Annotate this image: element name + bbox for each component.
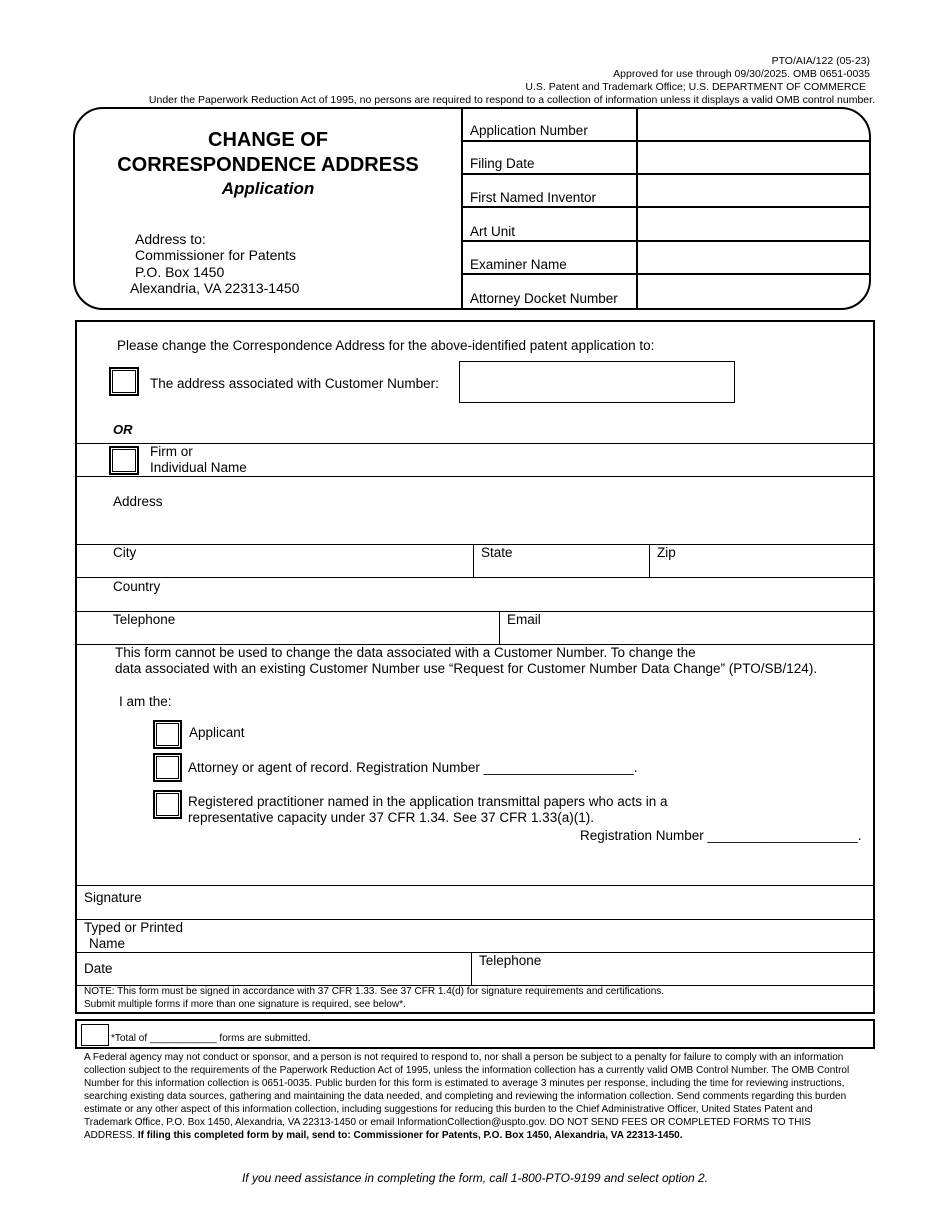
field-divider — [636, 109, 638, 308]
typed-name-label-line2: Name — [89, 936, 126, 951]
address-label: Address — [113, 494, 163, 509]
filing-date-field[interactable] — [639, 144, 864, 172]
form-title-line1: CHANGE OF — [208, 129, 328, 151]
row-line — [77, 611, 873, 612]
attorney-label: Attorney or agent of record. Registration Number ____________________. — [188, 760, 638, 775]
burden-text: A Federal agency may not conduct or sponsor, and a person is not required to respond to, nor shall a person be subject to a penalty for failure to comply with an information collection subject to the requirements of the Paperwork Reduction Act of 1995, unless the information collection has a currently valid OMB Control Number. The OMB Control Number for this information collection is 0651-0035. Public burden for this form is estimated to average 3 minutes per response, including the time for reviewing instructions, searching existing data sources, gathering and maintaining the data needed, and completing and reviewing the information collection. Send comments regarding this burden estimate or any other aspect of this information collection, including suggestions for reducing this burden to the Chief Administrative Officer, United States Patent and Trademark Office, P.O. Box 1450, Alexandria, VA 22313-1450 or email InformationCollection@uspto.gov. DO NOT SEND FEES OR COMPLETED FORMS TO THIS ADDRESS. — [84, 1052, 850, 1141]
email-label: Email — [507, 612, 541, 627]
applicant-checkbox[interactable] — [153, 720, 182, 749]
attorney-checkbox[interactable] — [153, 753, 182, 782]
examiner-name-label: Examiner Name — [470, 257, 567, 272]
row-line — [77, 443, 873, 444]
signature-note-line1: NOTE: This form must be signed in accordance with 37 CFR 1.33. See 37 CFR 1.4(d) for signature requirements and certifications. — [84, 986, 665, 997]
art-unit-label: Art Unit — [470, 224, 516, 239]
correspondence-form — [75, 320, 875, 1014]
practitioner-label-line1: Registered practitioner named in the application transmittal papers who acts in a — [188, 794, 668, 809]
customer-number-label: The address associated with Customer Number: — [150, 376, 439, 391]
form-id: PTO/AIA/122 (05-23) — [771, 55, 870, 67]
first-named-inventor-field[interactable] — [639, 177, 864, 205]
examiner-name-field[interactable] — [639, 244, 864, 272]
typed-name-field[interactable] — [197, 921, 867, 951]
mail-to-instruction: If filing this completed form by mail, send to: Commissioner for Patents, P.O. Box 1450, Alexandria, VA 22313-1450. — [137, 1130, 683, 1141]
address-field[interactable] — [197, 478, 867, 542]
signature-telephone-label: Telephone — [479, 953, 542, 968]
notice-line1: This form cannot be used to change the data associated with a Customer Number. To change the — [115, 645, 696, 660]
address-to-label: Address to: — [135, 231, 206, 247]
country-field[interactable] — [177, 579, 867, 609]
customer-number-checkbox[interactable] — [109, 367, 139, 396]
state-label: State — [481, 545, 513, 560]
customer-number-input[interactable] — [459, 361, 735, 403]
date-label: Date — [84, 961, 113, 976]
signature-telephone-field[interactable] — [557, 954, 867, 984]
address-to-line1: Commissioner for Patents — [135, 247, 297, 263]
attorney-docket-number-label: Attorney Docket Number — [470, 291, 618, 306]
row-divider — [461, 273, 869, 275]
pra-statement: Under the Paperwork Reduction Act of 1995, no persons are required to respond to a collection of information unless it displays a valid OMB control number. — [148, 94, 875, 106]
agency-line: U.S. Patent and Trademark Office; U.S. DEPARTMENT OF COMMERCE — [525, 81, 866, 93]
total-forms-text: *Total of ____________ forms are submitted. — [111, 1033, 311, 1044]
burden-statement — [84, 1051, 854, 1142]
applicant-label: Applicant — [189, 725, 245, 740]
row-line — [77, 577, 873, 578]
country-label: Country — [113, 579, 161, 594]
column-line — [471, 952, 472, 985]
email-field[interactable] — [552, 613, 867, 643]
city-label: City — [113, 545, 137, 560]
firm-name-field[interactable] — [277, 445, 867, 475]
column-line — [649, 544, 650, 577]
signature-field[interactable] — [177, 887, 867, 917]
state-field[interactable] — [527, 546, 645, 576]
or-label: OR — [113, 422, 133, 437]
city-field[interactable] — [157, 546, 467, 576]
firm-name-checkbox[interactable] — [109, 446, 139, 475]
row-line — [77, 544, 873, 545]
form-title-line2: CORRESPONDENCE ADDRESS — [117, 154, 419, 176]
column-line — [499, 611, 500, 644]
art-unit-field[interactable] — [639, 210, 864, 238]
help-line: If you need assistance in completing the form, call 1-800-PTO-9199 and select option 2. — [241, 1171, 709, 1185]
application-number-label: Application Number — [470, 123, 588, 138]
i-am-the-label: I am the: — [119, 694, 172, 709]
total-forms-box — [75, 1019, 875, 1049]
firm-label-line1: Firm or — [150, 444, 193, 459]
practitioner-registration-number: Registration Number ____________________. — [580, 828, 862, 843]
form-subtitle: Application — [221, 179, 315, 198]
address-to-line3: Alexandria, VA 22313-1450 — [130, 280, 300, 296]
firm-label-line2: Individual Name — [150, 460, 247, 475]
row-line — [77, 919, 873, 920]
row-divider — [461, 140, 869, 142]
title-divider — [461, 109, 463, 308]
address-to-line2: P.O. Box 1450 — [135, 264, 225, 280]
date-field[interactable] — [137, 954, 465, 984]
column-line — [473, 544, 474, 577]
zip-label: Zip — [657, 545, 676, 560]
typed-name-label-line1: Typed or Printed — [84, 920, 184, 935]
signature-note-line2: Submit multiple forms if more than one signature is required, see below*. — [84, 999, 406, 1010]
practitioner-checkbox[interactable] — [153, 790, 182, 819]
filing-date-label: Filing Date — [470, 156, 535, 171]
row-line — [77, 952, 873, 953]
row-divider — [461, 240, 869, 242]
application-number-field[interactable] — [639, 111, 864, 139]
title-box — [73, 107, 871, 310]
telephone-field[interactable] — [192, 613, 492, 643]
notice-line2: data associated with an existing Customer Number use “Request for Customer Number Data Change” (PTO/SB/124). — [115, 661, 818, 676]
attorney-docket-number-field[interactable] — [639, 277, 849, 305]
row-line — [77, 885, 873, 886]
practitioner-label-line2: representative capacity under 37 CFR 1.34. See 37 CFR 1.33(a)(1). — [188, 810, 594, 825]
row-divider — [461, 173, 869, 175]
signature-label: Signature — [84, 890, 142, 905]
omb-approval: Approved for use through 09/30/2025. OMB 0651-0035 — [613, 68, 870, 80]
intro-text: Please change the Correspondence Address for the above-identified patent application to: — [117, 338, 655, 353]
zip-field[interactable] — [687, 546, 867, 576]
telephone-label: Telephone — [113, 612, 176, 627]
row-line — [77, 476, 873, 477]
first-named-inventor-label: First Named Inventor — [470, 190, 597, 205]
row-divider — [461, 206, 869, 208]
multiple-forms-checkbox[interactable] — [81, 1024, 109, 1046]
